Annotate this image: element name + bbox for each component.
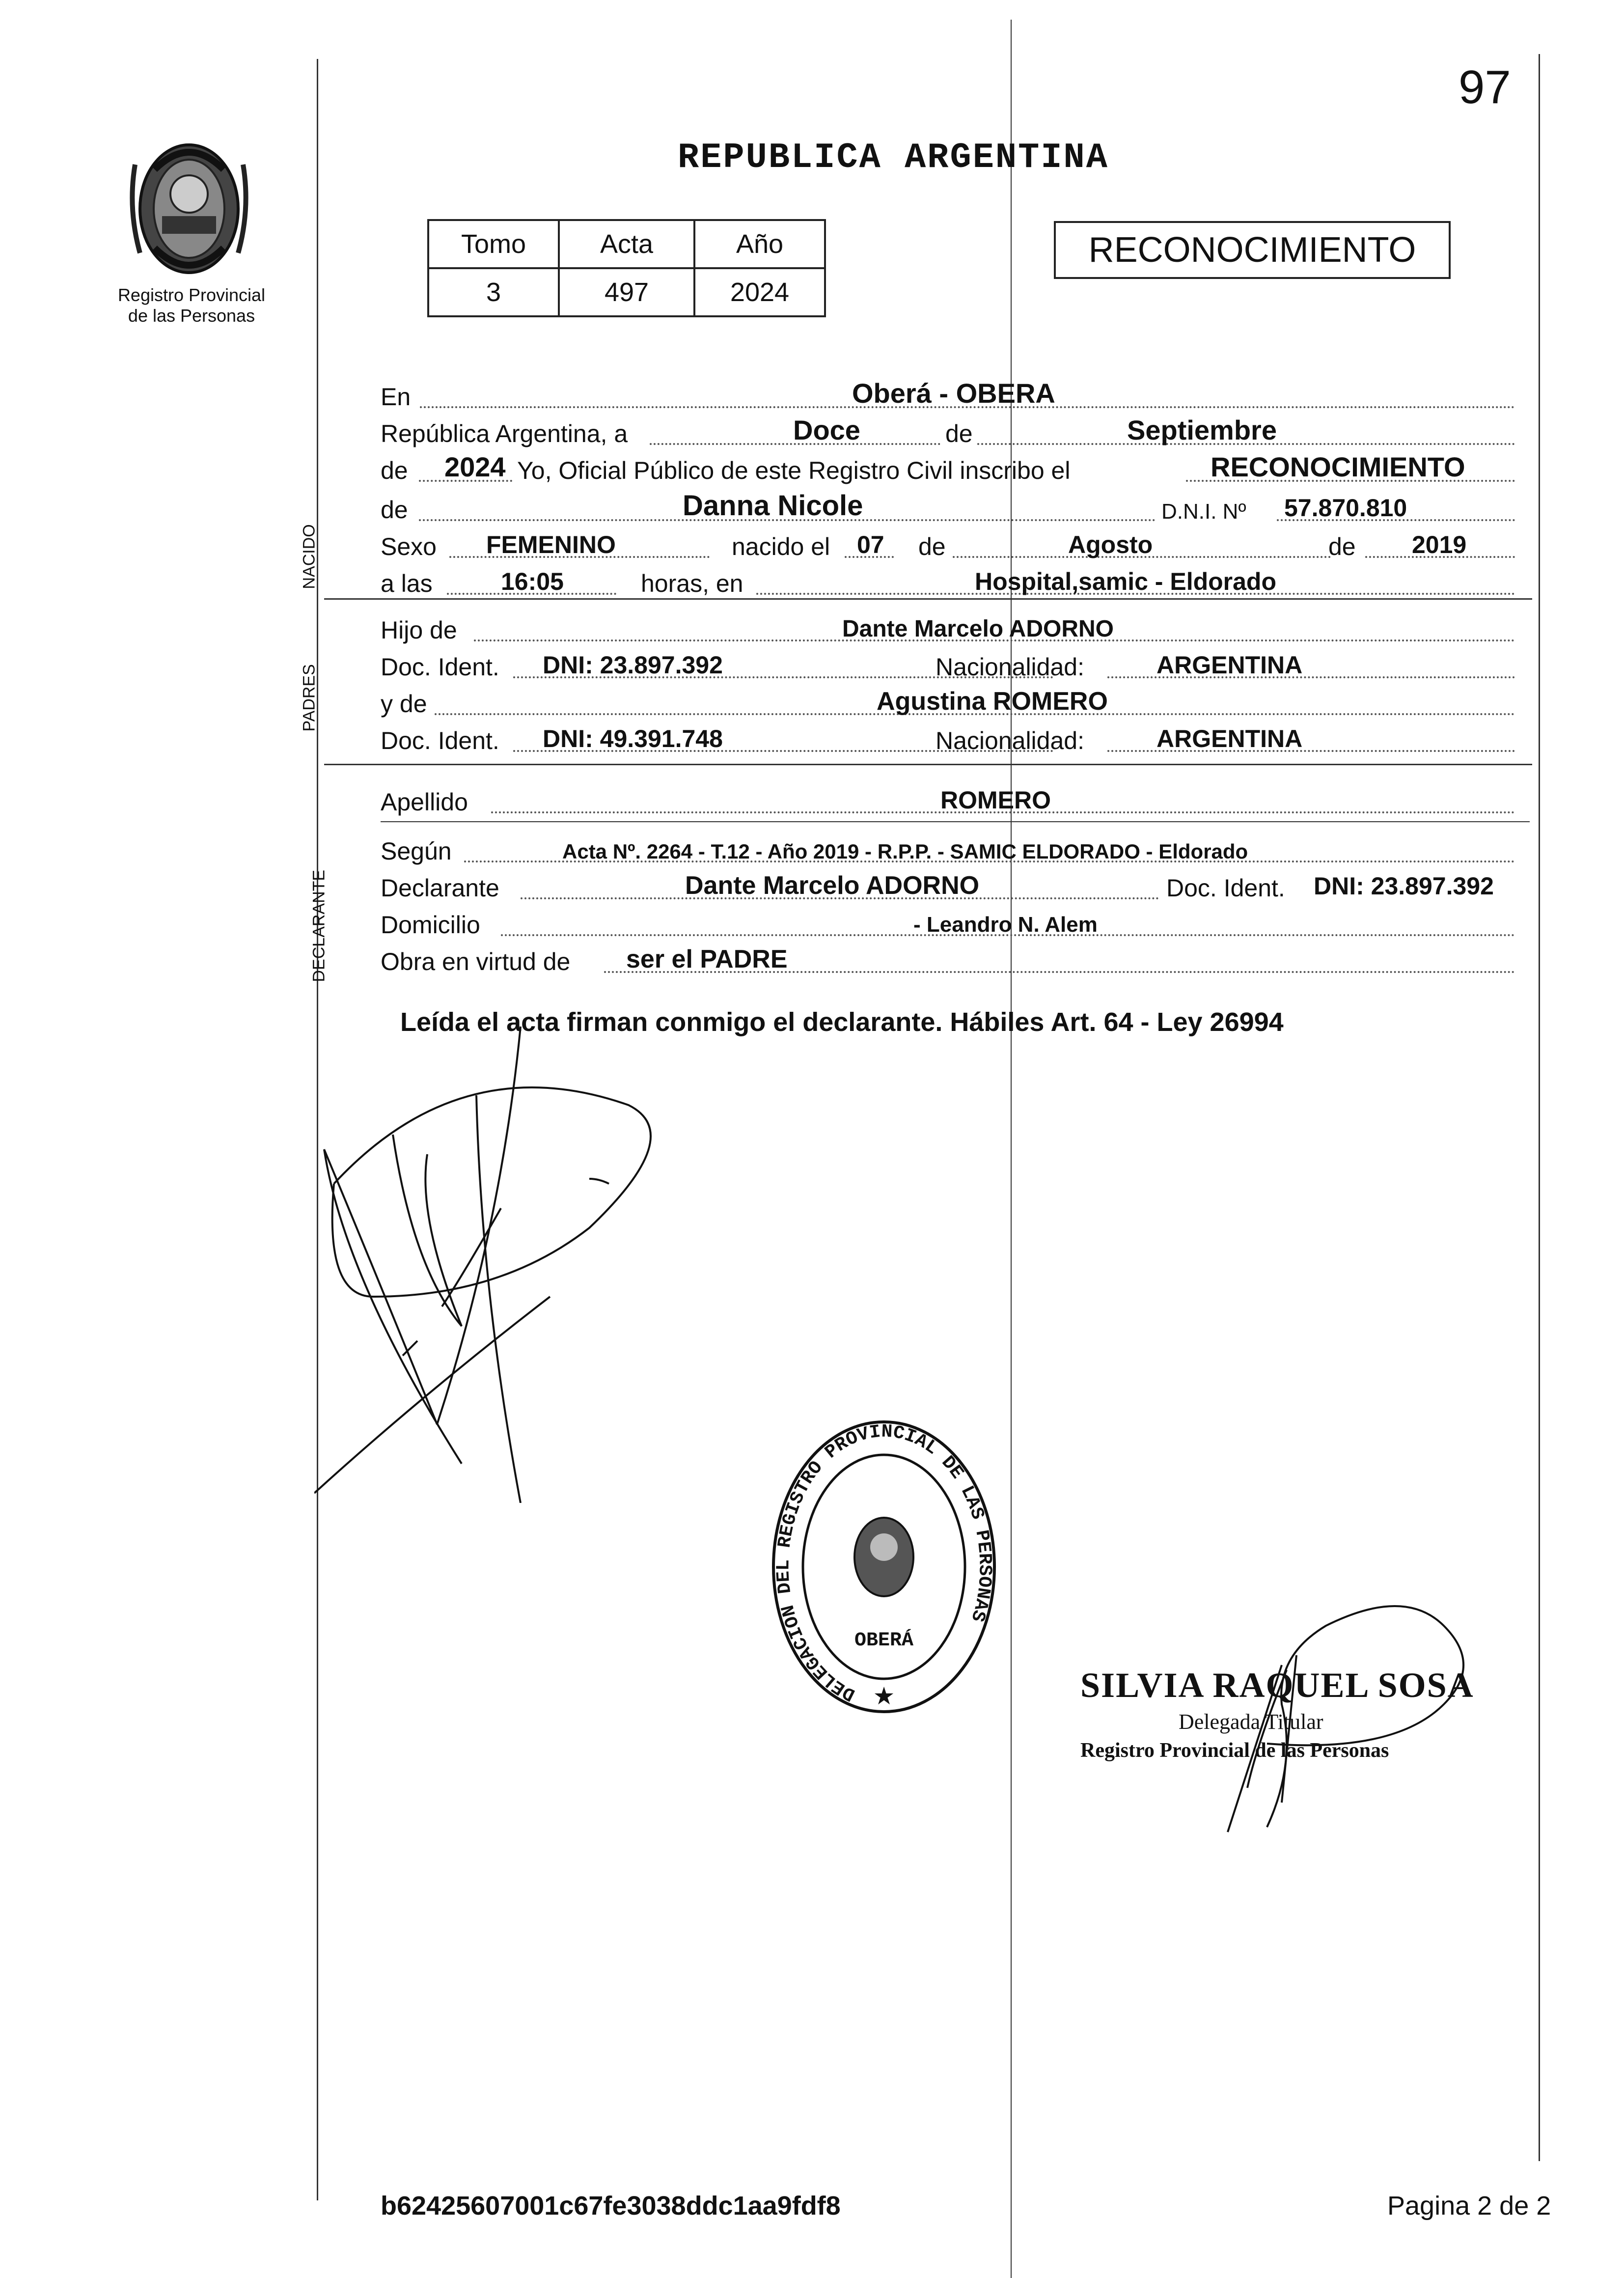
value-lugar: Hospital,samic - Eldorado — [975, 568, 1277, 595]
label-obra: Obra en virtud de — [381, 948, 571, 975]
section-divider-apellido — [381, 821, 1530, 822]
acta-value-acta: 497 — [559, 268, 694, 316]
center-fold-line — [1011, 20, 1012, 2278]
acta-header-tomo: Tomo — [428, 220, 559, 268]
label-de-anio: de — [381, 457, 408, 484]
value-padre-doc: DNI: 23.897.392 — [543, 651, 723, 679]
value-segun: Acta Nº. 2264 - T.12 - Año 2019 - R.P.P. - SAMIC ELDORADO - Eldorado — [562, 840, 1248, 863]
side-label-nacido: NACIDO — [300, 524, 319, 589]
document-hash: b62425607001c67fe3038ddc1aa9fdf8 — [381, 2191, 841, 2221]
value-dia: Doce — [793, 415, 860, 445]
row-en — [381, 378, 1522, 415]
side-label-declarante: DECLARANTE — [309, 869, 329, 982]
row-obra — [381, 945, 1522, 980]
row-apellido — [381, 786, 1522, 820]
value-anio: 2024 — [444, 451, 506, 482]
label-padre-nacionalidad: Nacionalidad: — [936, 653, 1084, 681]
label-en: En — [381, 383, 411, 411]
page-counter: Pagina 2 de 2 — [1387, 2191, 1551, 2221]
value-hora: 16:05 — [501, 568, 564, 595]
label-nacido: nacido el — [732, 533, 830, 560]
label-nacido-de: de — [918, 533, 946, 560]
acta-value-tomo: 3 — [428, 268, 559, 316]
value-dni: 57.870.810 — [1284, 494, 1407, 522]
value-nombre: Danna Nicole — [683, 490, 863, 522]
country-title: REPUBLICA ARGENTINA — [678, 138, 1109, 178]
value-domicilio: - Leandro N. Alem — [913, 913, 1098, 937]
label-apellido: Apellido — [381, 788, 468, 816]
signatory-name: SILVIA RAQUEL SOSA — [1080, 1666, 1474, 1705]
label-a-las: a las — [381, 570, 433, 597]
seal-ring-text: DELEGACION DEL REGISTRO PROVINCIAL DE LAS PERSONAS — [773, 1421, 995, 1705]
province-logo-icon — [120, 125, 258, 282]
acta-header-acta: Acta — [559, 220, 694, 268]
label-nacido-de2: de — [1328, 533, 1356, 560]
label-de-mes: de — [945, 420, 973, 447]
row-inscripcion — [381, 451, 1522, 489]
label-oficial: Yo, Oficial Público de este Registro Civil inscribo el — [517, 457, 1071, 484]
row-padre-doc — [381, 651, 1522, 685]
value-mes: Septiembre — [1127, 415, 1277, 445]
logo-caption-line1: Registro Provincial — [117, 285, 266, 305]
value-padre-nac: ARGENTINA — [1156, 651, 1303, 679]
label-segun: Según — [381, 837, 452, 865]
delegation-seal — [766, 1415, 1002, 1719]
value-obra: ser el PADRE — [626, 945, 788, 973]
label-declarante-doc: Doc. Ident. — [1166, 874, 1285, 902]
value-declarante-doc: DNI: 23.897.392 — [1314, 872, 1494, 900]
label-padre-doc: Doc. Ident. — [381, 653, 499, 681]
closing-text: Leída el acta firman conmigo el declarante. Hábiles Art. 64 - Ley 26994 — [400, 1007, 1284, 1037]
seal-city: OBERÁ — [854, 1630, 914, 1652]
row-fecha — [381, 417, 1522, 452]
row-hora — [381, 567, 1522, 602]
row-sexo — [381, 530, 1522, 565]
row-madre-doc — [381, 724, 1522, 759]
value-nacido-mes: Agosto — [1068, 531, 1153, 558]
acta-table-header-row — [428, 220, 825, 268]
row-declarante — [381, 872, 1522, 906]
label-domicilio: Domicilio — [381, 911, 480, 939]
acta-table-value-row — [428, 268, 825, 316]
value-madre: Agustina ROMERO — [877, 687, 1108, 716]
label-dni: D.N.I. Nº — [1161, 500, 1246, 524]
logo-caption-line2: de las Personas — [128, 306, 255, 326]
logo-caption — [88, 285, 295, 326]
value-madre-doc: DNI: 49.391.748 — [543, 725, 723, 752]
value-apellido: ROMERO — [940, 786, 1051, 814]
row-domicilio — [381, 909, 1522, 943]
label-madre-nacionalidad: Nacionalidad: — [936, 727, 1084, 754]
section-divider-padres — [324, 764, 1532, 765]
label-madre-doc: Doc. Ident. — [381, 727, 499, 754]
declarant-signature-icon — [314, 1022, 688, 1503]
value-declarante: Dante Marcelo ADORNO — [685, 871, 980, 900]
value-padre: Dante Marcelo ADORNO — [842, 616, 1114, 642]
value-nacido-dia: 07 — [857, 531, 884, 558]
label-republica: República Argentina, a — [381, 420, 628, 447]
right-margin-line — [1539, 54, 1540, 2161]
label-sexo: Sexo — [381, 533, 437, 560]
label-de-nombre: de — [381, 496, 408, 524]
record-type-box: RECONOCIMIENTO — [1054, 221, 1451, 279]
label-horas-en: horas, en — [641, 570, 743, 597]
row-nombre — [381, 490, 1522, 528]
side-label-padres: PADRES — [300, 664, 319, 732]
signatory-role: Delegada Titular — [1179, 1710, 1323, 1734]
label-y-de: y de — [381, 690, 427, 718]
row-madre — [381, 688, 1522, 722]
value-inscripcion: RECONOCIMIENTO — [1211, 451, 1465, 482]
value-sexo: FEMENINO — [486, 531, 616, 558]
acta-value-anio: 2024 — [694, 268, 825, 316]
value-nacido-anio: 2019 — [1412, 531, 1467, 558]
label-declarante: Declarante — [381, 874, 499, 902]
page-number: 97 — [1459, 61, 1511, 113]
signatory-office: Registro Provincial de las Personas — [1080, 1739, 1389, 1762]
label-hijo-de: Hijo de — [381, 616, 457, 644]
seal-star-icon: ★ — [873, 1682, 895, 1710]
row-padre — [381, 614, 1522, 648]
acta-table — [427, 219, 826, 317]
acta-header-anio: Año — [694, 220, 825, 268]
row-segun — [381, 835, 1522, 869]
value-madre-nac: ARGENTINA — [1156, 725, 1303, 752]
value-en: Oberá - OBERA — [852, 378, 1055, 409]
